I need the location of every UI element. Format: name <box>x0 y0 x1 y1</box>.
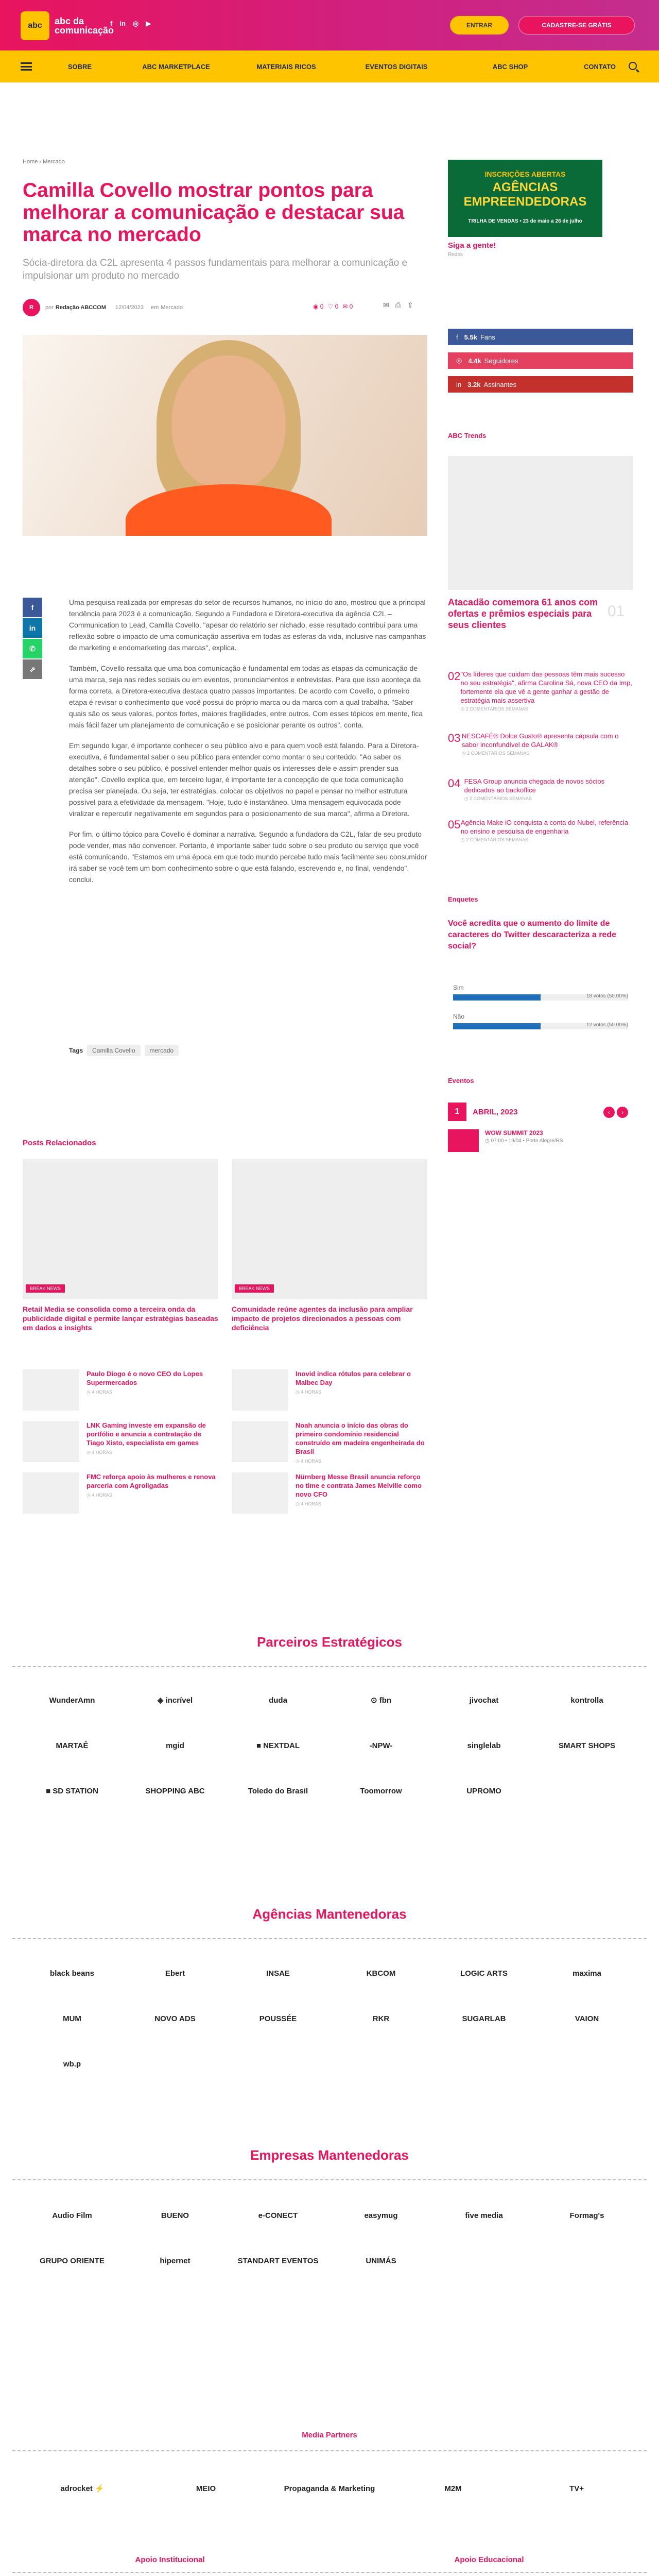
trend-text: "Os líderes que cuidam das pessoas têm mais sucesso no seu estratégia", afirma Carolina Sá, nova CEO da Imp, fortemente ela que vê a gente ganhar a gestão de estratégia mais assertiva <box>460 670 632 704</box>
events-widget <box>448 1103 633 1152</box>
side-share-bar <box>23 598 42 680</box>
agency-logo[interactable]: MUM <box>63 2014 81 2023</box>
trend-number: 01 <box>608 603 625 620</box>
agency-logo[interactable]: KBCOM <box>366 1969 396 1978</box>
partner-logo[interactable]: jivochat <box>469 1696 499 1705</box>
trend-text: FESA Group anuncia chegada de novos sócios dedicados ao backoffice <box>464 777 605 794</box>
linkedin-icon: in <box>456 380 462 388</box>
trend-number: 03 <box>448 732 461 744</box>
paragraph: Uma pesquisa realizada por empresas do setor de recursos humanos, no início do ano, mostrou que a principal tendência para 2023 é a comunicação. Segundo a Fundadora e Diretora-executiva da agência C2L – Communication to Lead, Camilla Covello, "apesar do relatório ser nichado, esse resultado contribui para uma reflexão sobre o impacto de uma comunicação assertiva em todas as esferas da vida, inclusive nas campanhas de marketing e endomarketing das marcas", explica. <box>69 598 426 652</box>
hero-image <box>23 335 427 536</box>
related-item-title: Nürnberg Messe Brasil anuncia reforço no time e contrata James Melville como novo CFO <box>296 1473 422 1498</box>
tags-label: Tags <box>69 1047 83 1054</box>
event-month: ABRIL, 2023 <box>473 1107 518 1116</box>
linkedin-icon[interactable]: in <box>119 20 126 27</box>
poll-votes: 12 votos (50.00%) <box>586 1022 628 1028</box>
related-item[interactable] <box>232 1472 427 1514</box>
related-item-meta: ◷ 4 HORAS <box>296 1459 321 1464</box>
partner-logo[interactable]: mgid <box>166 1741 184 1750</box>
follow-label: Seguidores <box>484 357 518 365</box>
trend-text: Agência Make iO conquista a conta do Nubel, referência no ensino e pesquisa de engenharia <box>460 819 629 835</box>
search-icon[interactable] <box>629 62 637 70</box>
trend-main-title[interactable]: Atacadão comemora 61 anos com ofertas e prêmios especiais para seus clientes <box>448 597 598 630</box>
related-item-meta: ◷ 4 HORAS <box>86 1493 112 1498</box>
author-prefix: por <box>45 304 54 311</box>
trend-meta: ◷ 2 COMENTÁRIOS SEMANAS <box>460 706 528 711</box>
events-title: Eventos <box>448 1077 474 1084</box>
agency-logo[interactable]: VAION <box>575 2014 599 2023</box>
facebook-share-icon[interactable]: f <box>23 598 42 617</box>
trend-item[interactable] <box>448 732 633 756</box>
partner-logo[interactable]: -NPW- <box>369 1741 393 1750</box>
agencias-logos <box>21 1958 638 2079</box>
main-nav <box>0 50 659 82</box>
likes-count[interactable]: ♡ 0 <box>327 303 339 310</box>
whatsapp-share-icon[interactable]: ✆ <box>23 639 42 658</box>
related-item[interactable] <box>23 1421 218 1462</box>
media-logo[interactable]: TV+ <box>569 2484 584 2493</box>
ad-line: INSCRIÇÕES ABERTAS <box>484 170 566 178</box>
follow-count: 4.4k <box>468 357 481 365</box>
related-image[interactable] <box>232 1159 427 1299</box>
event-name: WOW SUMMIT 2023 <box>485 1129 543 1137</box>
agency-logo[interactable]: RKR <box>372 2014 390 2023</box>
post-stats <box>313 303 353 310</box>
follow-count: 5.5k <box>464 333 477 341</box>
article-body <box>69 597 427 894</box>
nav-item-materiais[interactable]: MATERIAIS RICOS <box>256 62 316 71</box>
agency-logo[interactable]: NOVO ADS <box>154 2014 196 2023</box>
nav-item-sobre[interactable]: SOBRE <box>67 62 92 71</box>
agency-logo[interactable]: wb.p <box>63 2059 81 2069</box>
poll-bar <box>453 994 628 1001</box>
hamburger-menu-icon[interactable] <box>21 62 32 71</box>
nav-item-contato[interactable]: CONTATO <box>583 62 616 71</box>
related-item-title: Noah anuncia o início das obras do primeiro condomínio residencial construído em madeira engenheirada do Brasil <box>296 1421 425 1455</box>
views-count: ◉ 0 <box>313 303 324 310</box>
trend-number: 04 <box>448 777 461 790</box>
related-item[interactable] <box>232 1369 427 1411</box>
media-logo[interactable]: MEIO <box>196 2484 216 2493</box>
media-logo[interactable]: Propaganda & Marketing <box>284 2484 375 2493</box>
divider <box>12 2450 647 2451</box>
poll-option[interactable] <box>453 1013 628 1029</box>
article-title: Camilla Covello mostrar pontos para melhorar a comunicação e destacar sua marca no mercado <box>23 179 405 246</box>
related-badge: BREAK NEWS <box>235 1284 274 1293</box>
paragraph: Em segundo lugar, é importante conhecer o seu público alvo e para quem você está falando. Para a Diretora-executiva, é fundamental saber o seu público para entender como montar o seu conteúdo. "Ao saber os detalhes sobre o seu público, é possível entender melhor quais os interesses dele e assim prender sua atenção". Covello explica que, em terceiro lugar, é importante ter a concepção de que toda comunicação precisa ser planejada. Ou seja, ter estratégias, colocar os objetivos no papel e pensar no melhor estrutura possível para a efetividade da mensagem. "Hoje, tudo é instantâneo. Uma mensagem equivocada pode viralizar e repercutir negativamente em segundos para o posicionamento de sua marca", afirma a Diretora. <box>69 741 419 818</box>
media-logo[interactable]: adrocket ⚡ <box>60 2484 105 2493</box>
paragraph: Também, Covello ressalta que uma boa comunicação é fundamental em todas as etapas da comunicação de uma marca, seja nas redes sociais ou em eventos, pronunciamentos e entrevistas. Para que isso aconteça da forma correta, a Diretora-executiva destaca quatro passos importantes. De acordo com Covello, o primeiro etapa é revisar o conhecimento que você possui do próprio marca ou da marca com a qual trabalha. "Saber quais são os seus valores, pontos fortes, maiores fragilidades, entre outros. Com esses tópicos em mente, fica mais fácil fazer um planejamento de comunicação e se posicionar perante os outros", conta. <box>69 664 423 729</box>
poll-votes: 18 votos (50.00%) <box>586 993 628 999</box>
empresas-title: Empresas Mantenedoras <box>250 2147 409 2163</box>
article-subtitle: Sócia-diretora da C2L apresenta 4 passos fundamentais para melhorar a comunicação e impulsionar um produto no mercado <box>23 258 408 281</box>
company-logo[interactable]: UNIMÁS <box>366 2256 396 2265</box>
partner-logo[interactable]: SHOPPING ABC <box>145 1786 205 1795</box>
instagram-follow-button[interactable] <box>448 352 633 369</box>
prev-arrow-icon[interactable]: ‹ <box>603 1107 615 1118</box>
facebook-icon: f <box>456 333 458 341</box>
related-title-link[interactable]: Comunidade reúne agentes da inclusão para ampliar impacto de projetos direcionados a pessoas com deficiência <box>232 1305 413 1332</box>
ad-line: AGÊNCIAS EMPREENDEDORAS <box>463 180 587 209</box>
event-item[interactable] <box>448 1129 633 1152</box>
partner-logo[interactable]: ◈ incrível <box>157 1696 193 1705</box>
tag[interactable]: Camilla Covello <box>87 1045 140 1056</box>
agency-logo[interactable]: INSAE <box>266 1969 290 1978</box>
trend-item[interactable] <box>448 670 633 712</box>
trend-image[interactable] <box>448 456 633 590</box>
related-item-title: FMC reforça apoio às mulheres e renova parceria com Agroligadas <box>86 1473 216 1489</box>
partner-logo[interactable]: Toomorrow <box>360 1786 402 1795</box>
apoio-inst-title: Apoio Institucional <box>135 2555 205 2564</box>
ad-line: TRILHA DE VENDAS • 23 de maio a 26 de julho <box>468 218 582 224</box>
share-icon[interactable]: ⇪ <box>407 301 413 309</box>
media-title: Media Partners <box>302 2431 357 2439</box>
related-title: Posts Relacionados <box>23 1139 96 1147</box>
poll-option-label: Não <box>453 1013 465 1020</box>
trend-item[interactable] <box>448 777 633 802</box>
trend-number: 02 <box>448 670 461 683</box>
company-logo[interactable]: Formag's <box>569 2211 604 2220</box>
trend-meta: ◷ 2 COMENTÁRIOS SEMANAS <box>461 751 530 756</box>
trend-text: NESCAFÉ® Dolce Gusto® apresenta cápsula com o sabor inconfundível de GALAK® <box>461 732 619 749</box>
comments-count[interactable]: ✉ 0 <box>342 303 353 310</box>
agency-logo[interactable]: Ebert <box>165 1969 185 1978</box>
media-logos <box>21 2473 638 2504</box>
agencias-title: Agências Mantenedoras <box>252 1906 407 1922</box>
partner-logo[interactable]: Toledo do Brasil <box>248 1786 308 1795</box>
company-logo[interactable]: GRUPO ORIENTE <box>40 2256 105 2265</box>
follow-label: Fans <box>480 333 495 341</box>
email-icon[interactable]: ✉ <box>383 301 389 309</box>
header-social <box>110 20 151 28</box>
partner-logo[interactable]: ■ NEXTDAL <box>256 1741 300 1750</box>
facebook-follow-button[interactable] <box>448 329 633 345</box>
poll-bar <box>453 1023 628 1029</box>
company-logo[interactable]: five media <box>465 2211 503 2220</box>
logo-text: abc da comunicação <box>55 16 114 36</box>
agency-logo[interactable]: black beans <box>50 1969 94 1978</box>
divider <box>12 2179 647 2180</box>
facebook-icon[interactable]: f <box>110 20 113 27</box>
follow-label: Assinantes <box>483 380 517 388</box>
poll-option[interactable] <box>453 984 628 1001</box>
sidebar-ad-banner[interactable] <box>448 160 602 237</box>
partner-logo[interactable]: ■ SD STATION <box>46 1786 98 1795</box>
related-item[interactable] <box>23 1369 218 1411</box>
related-image[interactable] <box>23 1159 218 1299</box>
company-logo[interactable]: easymug <box>364 2211 398 2220</box>
poll-title: Enquetes <box>448 895 478 903</box>
section-link[interactable]: Mercado <box>161 304 183 311</box>
next-arrow-icon[interactable]: › <box>617 1107 628 1118</box>
related-title-link[interactable]: Retail Media se consolida como a terceira onda da publicidade digital e permite lançar estratégias baseadas em dados e insights <box>23 1305 218 1332</box>
calendar-icon: 1 <box>448 1103 466 1121</box>
related-item-title: Paulo Diogo é o novo CEO do Lopes Supermercados <box>86 1370 203 1386</box>
related-item-meta: ◷ 4 HORAS <box>86 1450 112 1455</box>
partners-title: Parceiros Estratégicos <box>257 1634 402 1650</box>
agency-logo[interactable]: POUSSÉE <box>259 2014 297 2023</box>
trend-number: 05 <box>448 818 461 831</box>
company-logo[interactable]: STANDART EVENTOS <box>237 2256 319 2265</box>
author-info <box>23 299 183 316</box>
media-logo[interactable]: M2M <box>444 2484 462 2493</box>
nav-item-marketplace[interactable]: ABC MARKETPLACE <box>142 62 210 71</box>
linkedin-follow-button[interactable] <box>448 376 633 393</box>
company-logo[interactable]: hipernet <box>160 2256 190 2265</box>
post-actions <box>383 301 413 310</box>
agency-logo[interactable]: LOGIC ARTS <box>460 1969 508 1978</box>
partner-logo[interactable]: ⊙ fbn <box>370 1696 392 1705</box>
partner-logo[interactable]: UPROMO <box>466 1786 501 1795</box>
partner-logo[interactable]: kontrolla <box>570 1696 603 1705</box>
divider <box>12 1938 647 1939</box>
author-name[interactable]: Redação ABCCOM <box>55 304 106 311</box>
partner-logo[interactable]: MARTAÊ <box>56 1741 89 1750</box>
poll-option-label: Sim <box>453 984 464 991</box>
youtube-icon[interactable]: ▶ <box>146 20 151 27</box>
partner-logo[interactable]: SMART SHOPS <box>558 1741 615 1750</box>
related-item-meta: ◷ 4 HORAS <box>296 1501 321 1506</box>
related-badge: BREAK NEWS <box>26 1284 65 1293</box>
related-item[interactable] <box>23 1472 218 1514</box>
nav-item-eventos[interactable]: EVENTOS DIGITAIS <box>365 62 428 71</box>
print-icon[interactable]: ⎙ <box>395 301 401 309</box>
paragraph: Por fim, o último tópico para Covello é dominar a narrativa. Segundo a fundadora da C2L, falar de seu produto pode vender, mas não convencer. Portanto, é importante saber tudo sobre o seu produto ou serviço que você está comunicando. "Estamos em uma época em que todo mundo percebe tudo mais facilmente seu consumidor irá saber se você tem um bom conhecimento sobre o que está falando, escrevendo e, no final, vendendo", conclui. <box>69 830 427 884</box>
related-item-title: Inovid indica rótulos para celebrar o Malbec Day <box>296 1370 411 1386</box>
register-button[interactable]: CADASTRE-SE GRÁTIS <box>518 16 635 35</box>
poll-question: Você acredita que o aumento do limite de caracteres do Twitter descaracteriza a rede social? <box>448 919 616 951</box>
instagram-icon: ◎ <box>456 357 462 364</box>
avatar[interactable]: R <box>23 299 40 316</box>
post-date: 12/04/2023 <box>115 304 144 311</box>
related-item-meta: ◷ 4 HORAS <box>86 1389 112 1395</box>
apoio-edu-title: Apoio Educacional <box>454 2555 524 2564</box>
partner-logo[interactable]: WunderAmn <box>49 1696 95 1705</box>
partners-logos <box>21 1685 638 1806</box>
event-date: ◷ 07:00 • 19/04 • Porto Alegre/RS <box>485 1138 563 1144</box>
trend-item[interactable] <box>448 818 633 843</box>
trend-meta: ◷ 2 COMENTÁRIOS SEMANAS <box>464 796 532 801</box>
follow-title: Siga a gente! <box>448 241 496 250</box>
forward-share-icon[interactable]: ⇗ <box>23 659 42 679</box>
instagram-icon[interactable]: ◎ <box>132 20 139 27</box>
related-item-meta: ◷ 4 HORAS <box>296 1389 321 1395</box>
agency-logo[interactable]: SUGARLAB <box>462 2014 506 2023</box>
company-logo[interactable]: Audio Film <box>52 2211 92 2220</box>
company-logo[interactable]: BUENO <box>161 2211 189 2220</box>
company-logo[interactable]: e-CONECT <box>258 2211 298 2220</box>
divider <box>12 2572 647 2573</box>
top-header <box>0 0 659 50</box>
tags <box>69 1045 179 1056</box>
trends-title: ABC Trends <box>448 432 487 439</box>
partner-logo[interactable]: duda <box>269 1696 287 1705</box>
event-thumbnail <box>448 1129 479 1152</box>
follow-subtitle: Redes <box>448 252 463 258</box>
follow-count: 3.2k <box>467 380 481 388</box>
divider <box>12 1666 647 1667</box>
partner-logo[interactable]: singlelab <box>467 1741 501 1750</box>
trend-meta: ◷ 2 COMENTÁRIOS SEMANAS <box>460 837 529 842</box>
related-item-title: LNK Gaming investe em expansão de portfólio e anuncia a contratação de Tiago Xisto, especialista em games <box>86 1421 206 1447</box>
linkedin-share-icon[interactable]: in <box>23 618 42 638</box>
logo-mark: abc <box>21 11 49 40</box>
related-item[interactable] <box>232 1421 427 1464</box>
tag[interactable]: mercado <box>145 1045 179 1056</box>
site-logo[interactable] <box>21 11 116 40</box>
login-button[interactable]: ENTRAR <box>450 16 509 35</box>
breadcrumb[interactable]: Home › Mercado <box>23 159 65 165</box>
agency-logo[interactable]: maxima <box>573 1969 601 1978</box>
section-prefix: em <box>150 304 159 311</box>
nav-item-shop[interactable]: ABC SHOP <box>492 62 528 71</box>
empresas-logos <box>21 2200 638 2276</box>
